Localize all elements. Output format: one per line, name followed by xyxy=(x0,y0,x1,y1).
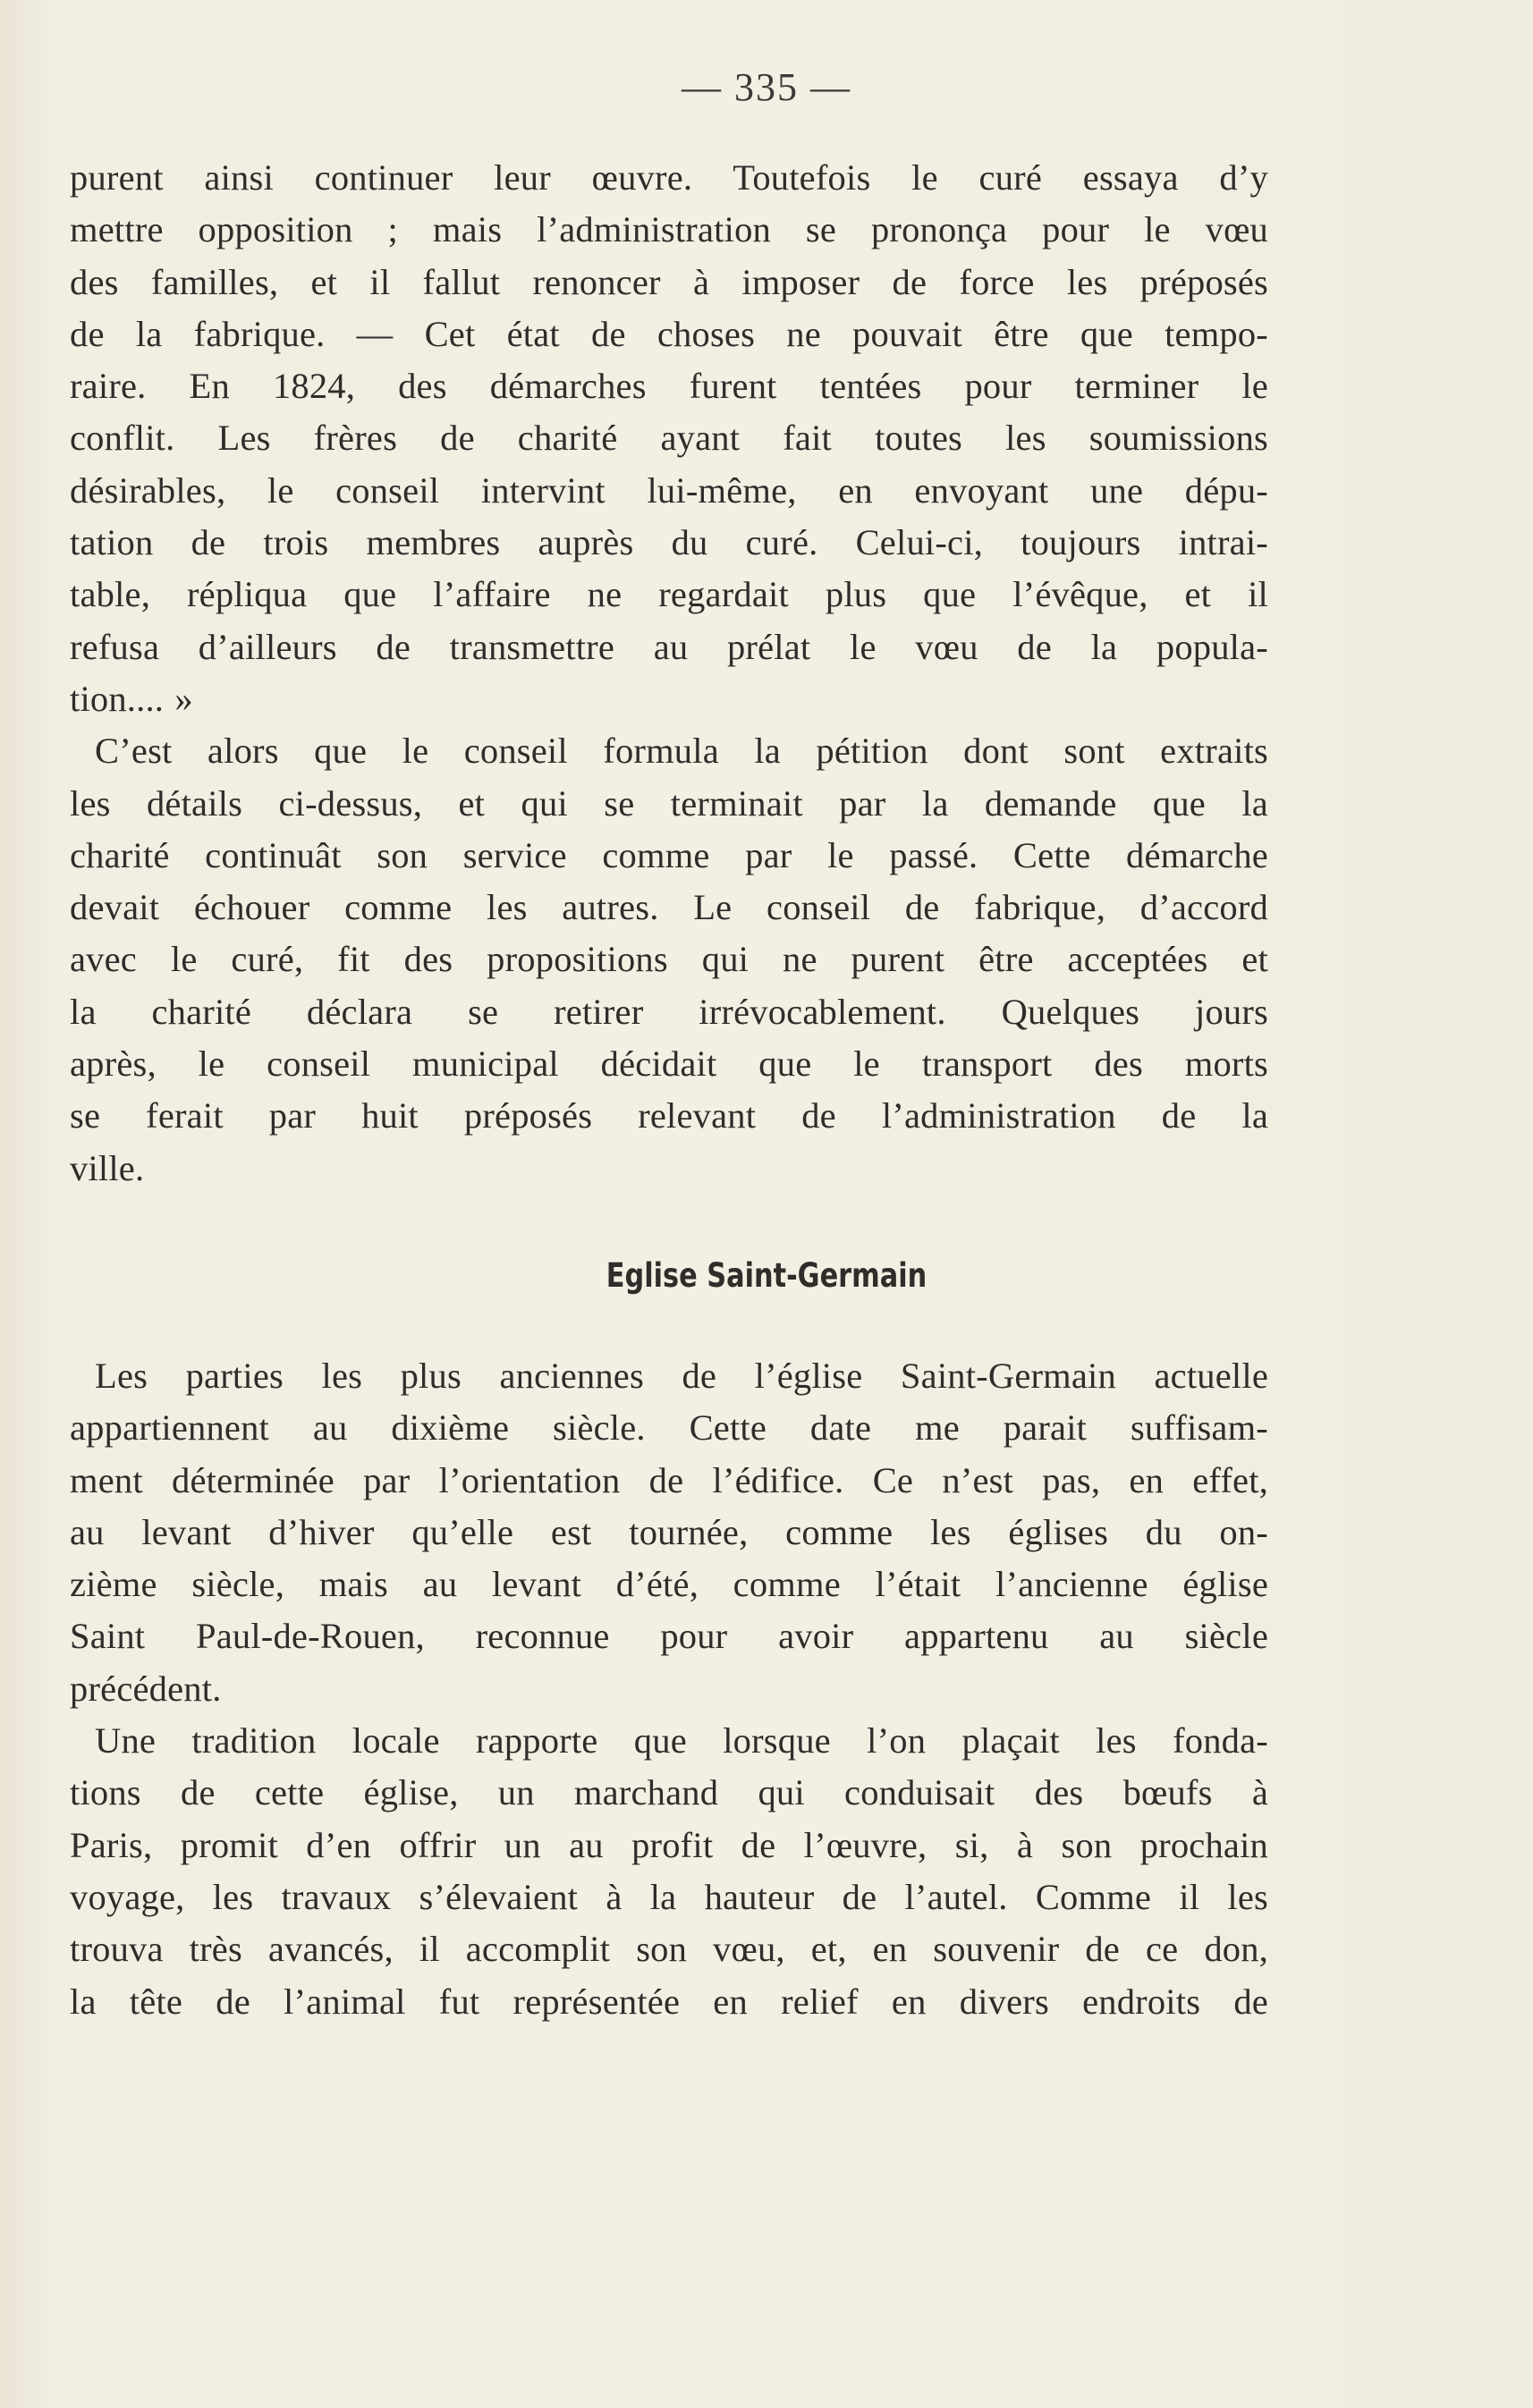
text-line: les détails ci-dessus, et qui se terminait par la demande que la xyxy=(70,782,1268,824)
text-line: charité continuât son service comme par le passé. Cette démarche xyxy=(70,834,1268,875)
text-line: table, répliqua que l’affaire ne regardait plus que l’évêque, et il xyxy=(70,574,1268,615)
text-block-upper xyxy=(70,152,1268,1195)
text-line: raire. En 1824, des démarches furent tentées pour terminer le xyxy=(70,366,1268,407)
text-line: tions de cette église, un marchand qui conduisait des bœufs à xyxy=(70,1772,1268,1813)
text-line: conflit. Les frères de charité ayant fait toutes les soumissions xyxy=(70,418,1268,459)
text-line: désirables, le conseil intervint lui-même, en envoyant une dépu- xyxy=(70,469,1268,511)
text-line: la charité déclara se retirer irrévocablement. Quelques jours xyxy=(70,991,1268,1032)
text-line: précédent. xyxy=(70,1668,222,1709)
text-line: après, le conseil municipal décidait que le transport des morts xyxy=(70,1043,1268,1085)
text-line: Les parties les plus anciennes de l’église Saint-Germain actuelle xyxy=(95,1356,1268,1396)
text-line: au levant d’hiver qu’elle est tournée, comme les églises du on- xyxy=(70,1511,1268,1552)
text-line: mettre opposition ; mais l’administration se prononça pour le vœu xyxy=(70,209,1268,250)
text-line: Paris, promit d’en offrir un au profit de l’œuvre, si, à son prochain xyxy=(70,1824,1268,1865)
text-line: trouva très avancés, il accomplit son vœu, et, en souvenir de ce don, xyxy=(70,1929,1268,1970)
text-line: ville. xyxy=(70,1147,145,1188)
text-line: tation de trois membres auprès du curé. Celui-ci, toujours intrai- xyxy=(70,522,1268,563)
text-line: de la fabrique. — Cet état de choses ne pouvait être que tempo- xyxy=(70,313,1268,354)
text-line: Une tradition locale rapporte que lorsque l’on plaçait les fonda- xyxy=(95,1720,1268,1762)
text-line: refusa d’ailleurs de transmettre au prélat le vœu de la popula- xyxy=(70,626,1268,667)
text-line: tion.... » xyxy=(70,678,193,719)
text-line: se ferait par huit préposés relevant de l’administration de la xyxy=(70,1095,1268,1136)
text-line: des familles, et il fallut renoncer à imposer de force les préposés xyxy=(70,261,1268,302)
text-line: C’est alors que le conseil formula la pétition dont sont extraits xyxy=(95,731,1268,772)
text-block-lower xyxy=(70,1350,1268,2028)
text-line: appartiennent au dixième siècle. Cette date me parait suffisam- xyxy=(70,1407,1268,1449)
text-line: purent ainsi continuer leur œuvre. Toutefois le curé essaya d’y xyxy=(70,157,1268,198)
text-line: avec le curé, fit des propositions qui ne purent être acceptées et xyxy=(70,939,1268,980)
text-line: voyage, les travaux s’élevaient à la hauteur de l’autel. Comme il les xyxy=(70,1876,1268,1917)
text-line: zième siècle, mais au levant d’été, comme l’était l’ancienne église xyxy=(70,1564,1268,1605)
text-line: la tête de l’animal fut représentée en relief en divers endroits de xyxy=(70,1981,1268,2022)
text-line: Saint Paul-de-Rouen, reconnue pour avoir appartenu au siècle xyxy=(70,1616,1268,1657)
page-number: — 335 — xyxy=(682,65,851,109)
text-line: ment déterminée par l’orientation de l’édifice. Ce n’est pas, en effet, xyxy=(70,1459,1268,1500)
text-line: devait échouer comme les autres. Le conseil de fabrique, d’accord xyxy=(70,887,1268,928)
section-heading: Eglise Saint-Germain xyxy=(606,1256,927,1295)
